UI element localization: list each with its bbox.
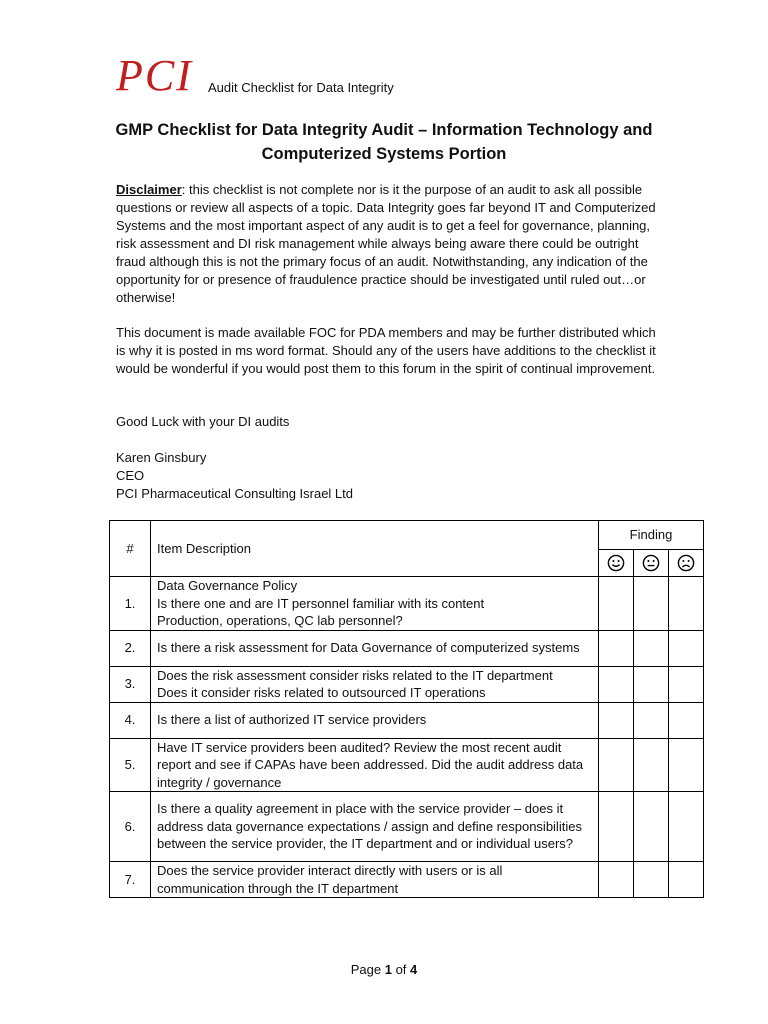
table-row <box>110 702 704 738</box>
finding-neutral-header <box>634 550 669 577</box>
column-header-finding: Finding <box>599 521 704 550</box>
finding-neutral-cell[interactable] <box>634 630 669 666</box>
finding-bad-cell[interactable] <box>669 862 704 898</box>
document-title: GMP Checklist for Data Integrity Audit – Information Technology and Computerized Systems Portion <box>115 121 653 163</box>
row-number: 3. <box>110 666 151 702</box>
column-header-number: # <box>110 521 151 577</box>
description-line: Does the risk assessment consider risks related to the IT department <box>157 667 553 683</box>
description-line: Is there a list of authorized IT service providers <box>157 712 427 728</box>
row-description <box>151 738 599 792</box>
disclaimer-paragraph <box>116 181 656 307</box>
row-description <box>151 862 599 898</box>
finding-good-cell[interactable] <box>599 862 634 898</box>
pci-logo: PCI <box>116 51 193 100</box>
finding-bad-cell[interactable] <box>669 577 704 631</box>
footer-total-pages: 4 <box>410 962 418 977</box>
finding-neutral-cell[interactable] <box>634 738 669 792</box>
signature-role: CEO <box>116 468 145 483</box>
finding-neutral-cell[interactable] <box>634 862 669 898</box>
description-line: Have IT service providers been audited? Review the most recent audit report and see if CAPAs have been addressed. Did the audit address data integrity / governance <box>157 739 584 790</box>
row-description <box>151 630 599 666</box>
finding-bad-cell[interactable] <box>669 630 704 666</box>
row-description <box>151 577 599 631</box>
row-number: 4. <box>110 702 151 738</box>
disclaimer-text: : this checklist is not complete nor is it the purpose of an audit to ask all possible questions or review all aspects of a topic. Data Integrity goes far beyond IT and Computerized Systems and the most important aspect of any audit is to get a feel for governance, planning, risk assessment and DI risk management while always being aware there could be outright fraud although this is not the primary focus of an audit. Notwithstanding, any indication of the opportunity for or presence of fraudulence practice should be investigated until ruled out…or otherwise! <box>116 182 656 305</box>
finding-bad-header <box>669 550 704 577</box>
signature-block <box>116 449 656 503</box>
finding-good-header <box>599 550 634 577</box>
finding-neutral-cell[interactable] <box>634 577 669 631</box>
finding-good-cell[interactable] <box>599 738 634 792</box>
table-row <box>110 666 704 702</box>
row-description <box>151 792 599 862</box>
finding-bad-cell[interactable] <box>669 792 704 862</box>
footer-current-page: 1 <box>384 962 392 977</box>
good-luck-line: Good Luck with your DI audits <box>116 414 290 429</box>
footer-of: of <box>391 962 411 977</box>
description-line: Is there one and are IT personnel familiar with its content <box>157 595 485 611</box>
checklist-body <box>110 577 704 898</box>
signature-name: Karen Ginsbury <box>116 450 207 465</box>
table-row <box>110 862 704 898</box>
footer-prefix: Page <box>350 962 385 977</box>
finding-good-cell[interactable] <box>599 666 634 702</box>
table-row <box>110 738 704 792</box>
finding-good-cell[interactable] <box>599 630 634 666</box>
table-row <box>110 792 704 862</box>
finding-neutral-cell[interactable] <box>634 702 669 738</box>
finding-bad-cell[interactable] <box>669 666 704 702</box>
row-number: 7. <box>110 862 151 898</box>
row-number: 2. <box>110 630 151 666</box>
description-line: Is there a quality agreement in place with the service provider – does it address data governance expectations / assign and define responsibilities between the service provider, the IT department and or individual users? <box>157 801 582 852</box>
finding-bad-cell[interactable] <box>669 738 704 792</box>
finding-good-cell[interactable] <box>599 792 634 862</box>
row-number: 1. <box>110 577 151 631</box>
row-number: 5. <box>110 738 151 792</box>
row-number: 6. <box>110 792 151 862</box>
distribution-paragraph: This document is made available FOC for PDA members and may be further distributed which is why it is posted in ms word format. Should any of the users have additions to the checklist it would be wonderful if you would post them to this forum in the spirit of continual improvement. <box>116 325 656 376</box>
column-header-description: Item Description <box>151 521 599 577</box>
description-line: Production, operations, QC lab personnel? <box>157 613 403 628</box>
finding-good-cell[interactable] <box>599 702 634 738</box>
table-row <box>110 630 704 666</box>
header-subtitle: Audit Checklist for Data Integrity <box>208 80 394 95</box>
finding-bad-cell[interactable] <box>669 702 704 738</box>
signature-company: PCI Pharmaceutical Consulting Israel Ltd <box>116 486 354 501</box>
checklist-table <box>109 520 704 898</box>
description-line: Data Governance Policy <box>157 578 298 593</box>
frown-face-icon <box>677 554 695 572</box>
page-footer <box>0 962 768 977</box>
description-line: Does the service provider interact directly with users or is all communication through the IT department <box>157 863 503 896</box>
finding-good-cell[interactable] <box>599 577 634 631</box>
disclaimer-label: Disclaimer <box>116 182 182 197</box>
description-line: Is there a risk assessment for Data Governance of computerized systems <box>157 640 580 656</box>
neutral-face-icon <box>642 554 660 572</box>
row-description <box>151 666 599 702</box>
finding-neutral-cell[interactable] <box>634 666 669 702</box>
row-description <box>151 702 599 738</box>
smile-face-icon <box>607 554 625 572</box>
table-row <box>110 577 704 631</box>
finding-neutral-cell[interactable] <box>634 792 669 862</box>
description-line: Does it consider risks related to outsourced IT operations <box>157 685 486 700</box>
